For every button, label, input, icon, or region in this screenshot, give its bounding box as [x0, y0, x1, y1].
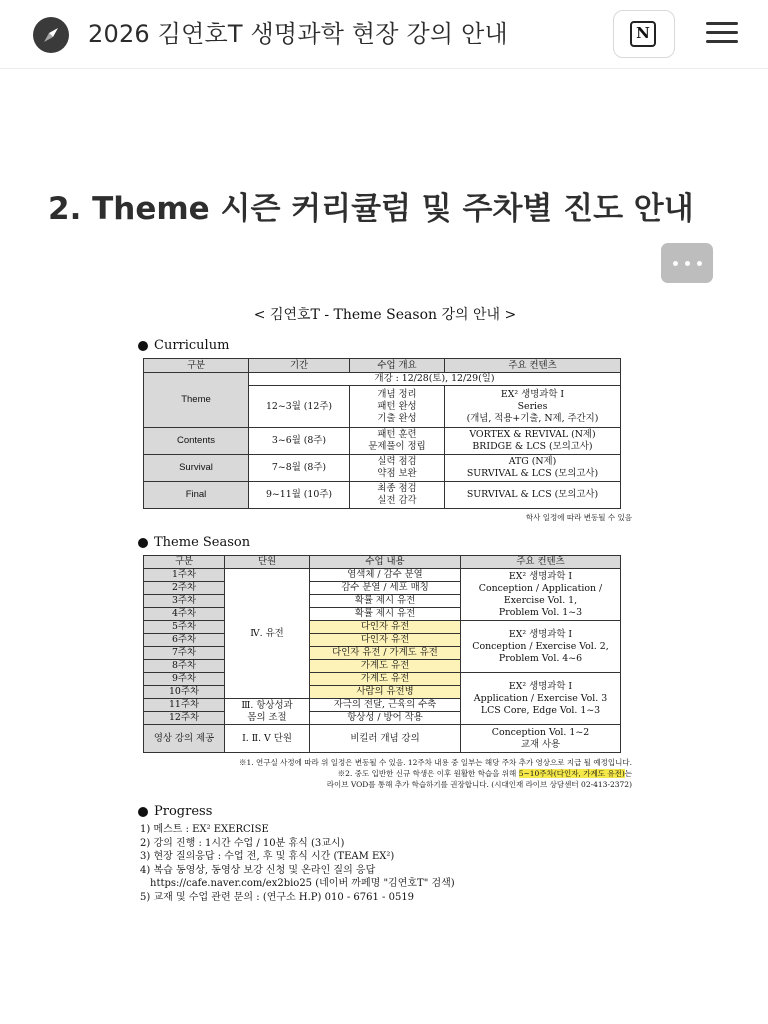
curriculum-table	[143, 358, 621, 509]
col-header: 구분	[144, 359, 249, 373]
lesson-cell: 확률 제시 유전	[310, 595, 461, 608]
lesson-cell: 다인자 유전 / 가계도 유전	[310, 647, 461, 660]
progress-section-header	[138, 804, 632, 819]
lesson-cell: 염색체 / 감수 분열	[310, 569, 461, 582]
video-row-content: Conception Vol. 1~2 교재 사용	[461, 725, 621, 753]
lesson-cell: 항상성 / 방어 작용	[310, 712, 461, 725]
footnotes	[138, 757, 632, 790]
lesson-cell: 사람의 유전병	[310, 686, 461, 699]
week-cell: 11주차	[144, 699, 225, 712]
progress-label: Progress	[154, 804, 213, 819]
footnote-2: ※2. 중도 입반한 신규 학생은 이후 원활한 학습을 위해 5~10주차(다인자, 가계도 유전)는	[337, 769, 632, 778]
compass-icon[interactable]	[33, 17, 69, 53]
week-cell: 1주차	[144, 569, 225, 582]
progress-item: 2) 강의 진행 : 1시간 수업 / 10분 휴식 (3교시)	[140, 837, 345, 849]
unit-cell: Ⅳ. 유전	[225, 569, 310, 699]
content-cell: EX² 생명과학 I Conception / Application / Exercise Vol. 1, Problem Vol. 1~3	[461, 569, 621, 621]
row-name: Contents	[144, 428, 249, 455]
more-options-button[interactable]	[661, 243, 713, 283]
video-row-unit: Ⅰ. Ⅱ. Ⅴ 단원	[225, 725, 310, 753]
week-cell: 12주차	[144, 712, 225, 725]
lesson-cell: 다인자 유전	[310, 621, 461, 634]
notion-logo-icon: N	[630, 21, 656, 47]
week-cell: 9주차	[144, 673, 225, 686]
overview-cell: 실력 점검 약점 보완	[350, 455, 445, 482]
overview-cell: 개념 정리 패턴 완성 기출 완성	[350, 386, 445, 428]
app-title: 2026 김연호T 생명과학 현장 강의 안내	[88, 20, 508, 48]
week-cell: 5주차	[144, 621, 225, 634]
opening-date: 개강 : 12/28(토), 12/29(일)	[249, 373, 621, 386]
progress-item: 5) 교재 및 수업 관련 문의 : (연구소 H.P) 010 - 6761 - 0519	[140, 891, 415, 903]
video-row-lesson: 비킬러 개념 강의	[310, 725, 461, 753]
hamburger-menu-icon[interactable]	[704, 20, 740, 46]
content-cell: EX² 생명과학 I Series (개념, 적용+기출, N제, 주간지)	[445, 386, 621, 428]
progress-item: 3) 현장 질의응답 : 수업 전, 후 및 휴식 시간 (TEAM EX²)	[140, 851, 395, 862]
row-name: Theme	[144, 373, 249, 428]
overview-cell: 패턴 훈련 문제풀이 정립	[350, 428, 445, 455]
cafe-link: https://cafe.naver.com/ex2bio25 (네이버 까페명 "김연호T" 검색)	[150, 878, 455, 889]
curriculum-document-image	[138, 300, 632, 904]
overview-cell: 최종 점검 실전 감각	[350, 482, 445, 509]
col-header: 구분	[144, 556, 225, 569]
row-name: Final	[144, 482, 249, 509]
period-cell: 7~8월 (8주)	[249, 455, 350, 482]
content-cell: SURVIVAL & LCS (모의고사)	[445, 482, 621, 509]
theme-season-table	[143, 555, 621, 753]
row-name: Survival	[144, 455, 249, 482]
schedule-note: 학사 일정에 따라 변동될 수 있음	[525, 513, 632, 522]
content-cell: ATG (N제) SURVIVAL & LCS (모의고사)	[445, 455, 621, 482]
footnote-highlight: 5~10주차(다인자, 가계도 유전)	[518, 769, 625, 778]
unit-cell: Ⅲ. 항상성과 몸의 조절	[225, 699, 310, 725]
curriculum-section-header	[138, 338, 632, 353]
lesson-cell: 다인자 유전	[310, 634, 461, 647]
document-title: < 김연호T - Theme Season 강의 안내 >	[253, 307, 517, 323]
content-cell: VORTEX & REVIVAL (N제) BRIDGE & LCS (모의고사)	[445, 428, 621, 455]
lesson-cell: 자극의 전달, 근육의 수축	[310, 699, 461, 712]
content-cell: EX² 생명과학 I Application / Exercise Vol. 3 LCS Core, Edge Vol. 1~3	[461, 673, 621, 725]
page-heading: 2. Theme 시즌 커리큘럼 및 주차별 진도 안내	[48, 191, 694, 227]
period-cell: 12~3월 (12주)	[249, 386, 350, 428]
col-header: 수업 내용	[310, 556, 461, 569]
col-header: 기간	[249, 359, 350, 373]
lesson-cell: 가계도 유전	[310, 660, 461, 673]
period-cell: 3~6월 (8주)	[249, 428, 350, 455]
footnote-3: 라이브 VOD를 통해 추가 학습하기를 권장합니다. (시대인재 라이브 상담센터 02-413-2372)	[326, 780, 632, 789]
video-row-name: 영상 강의 제공	[144, 725, 225, 753]
period-cell: 9~11월 (10주)	[249, 482, 350, 509]
week-cell: 7주차	[144, 647, 225, 660]
bullet-icon	[138, 538, 148, 548]
lesson-cell: 가계도 유전	[310, 673, 461, 686]
progress-list	[140, 823, 632, 904]
lesson-cell: 확률 제시 유전	[310, 608, 461, 621]
week-cell: 4주차	[144, 608, 225, 621]
week-cell: 3주차	[144, 595, 225, 608]
col-header: 주요 컨텐츠	[445, 359, 621, 373]
top-bar	[0, 0, 768, 69]
week-cell: 10주차	[144, 686, 225, 699]
bullet-icon	[138, 807, 148, 817]
col-header: 단원	[225, 556, 310, 569]
lesson-cell: 감수 분열 / 세포 매칭	[310, 582, 461, 595]
bullet-icon	[138, 341, 148, 351]
week-cell: 2주차	[144, 582, 225, 595]
week-cell: 6주차	[144, 634, 225, 647]
content-cell: EX² 생명과학 I Conception / Exercise Vol. 2, Problem Vol. 4~6	[461, 621, 621, 673]
theme-season-section-header	[138, 535, 632, 550]
week-cell: 8주차	[144, 660, 225, 673]
progress-item: 4) 복습 동영상, 동영상 보강 신청 및 온라인 질의 응답	[140, 864, 376, 876]
col-header: 수업 개요	[350, 359, 445, 373]
footnote-1: ※1. 연구실 사정에 따라 위 일정은 변동될 수 있음. 12주차 내용 중 일부는 해당 주차 추가 영상으로 지급 될 예정입니다.	[238, 758, 632, 767]
col-header: 주요 컨텐츠	[461, 556, 621, 569]
curriculum-label: Curriculum	[154, 338, 230, 353]
notion-button[interactable]	[613, 10, 675, 58]
theme-season-label: Theme Season	[154, 535, 251, 550]
progress-item: 1) 메스트 : EX² EXERCISE	[140, 824, 269, 835]
